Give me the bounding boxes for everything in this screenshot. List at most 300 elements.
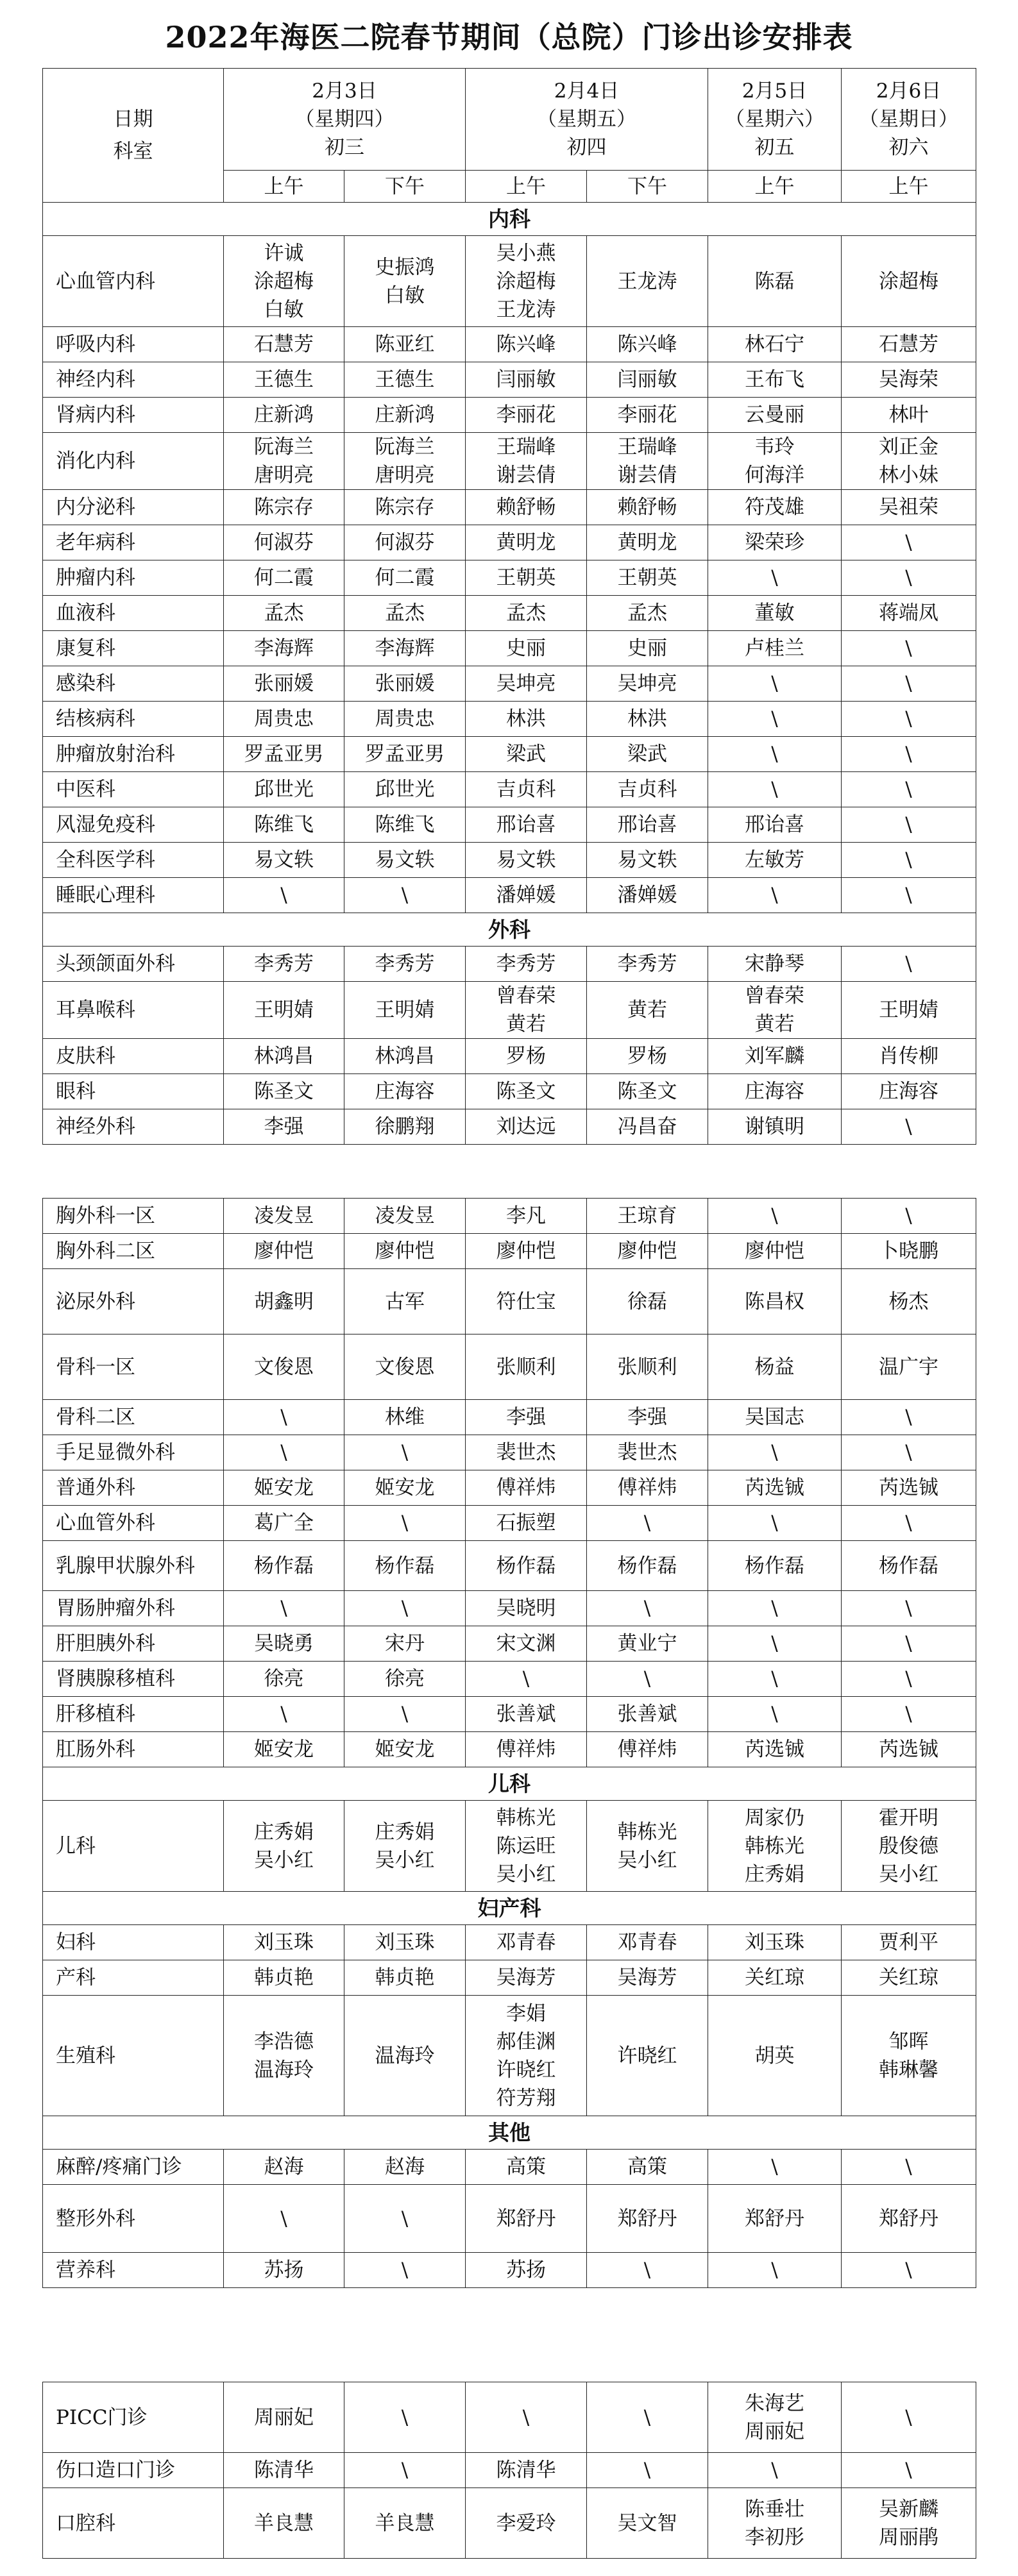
- cell-text: 周贵忠: [254, 707, 314, 730]
- cell-text: 姬安龙: [254, 1476, 314, 1499]
- doctor-cell: [842, 596, 976, 631]
- doctor-cell: [344, 2453, 466, 2488]
- doctor-cell: [842, 1732, 976, 1767]
- cell-text: 潘婵媛: [617, 884, 677, 907]
- cell-text: 殷俊德: [879, 1834, 938, 1858]
- doctor-cell: [344, 2382, 466, 2453]
- doctor-cell: [587, 982, 708, 1039]
- department-cell: [43, 702, 224, 737]
- doctor-cell: [224, 2382, 344, 2453]
- cell-text: 刘军麟: [745, 1045, 804, 1068]
- cell-text: 2月5日: [742, 80, 808, 103]
- cell-text: 关红琼: [745, 1966, 804, 1989]
- doctor-cell: [842, 1234, 976, 1269]
- table-row: [43, 878, 976, 913]
- department-cell: [43, 2453, 224, 2488]
- cell-text: 谢镇明: [745, 1115, 804, 1138]
- doctor-cell: [344, 1541, 466, 1591]
- cell-text: 邢诒喜: [496, 813, 556, 836]
- cell-text: 庄海容: [879, 1080, 938, 1103]
- cell-text: 卜晓鹏: [879, 1240, 938, 1263]
- doctor-cell: [466, 1074, 587, 1109]
- cell-text: PICC门诊: [56, 2405, 148, 2429]
- doctor-cell: [708, 1039, 842, 1074]
- cell-text: 吴晓明: [496, 1597, 556, 1620]
- doctor-cell: [708, 1925, 842, 1960]
- cell-text: \: [771, 2155, 778, 2178]
- doctor-cell: [344, 2150, 466, 2185]
- doctor-cell: [466, 843, 587, 878]
- doctor-cell: [466, 737, 587, 772]
- cell-text: \: [401, 2259, 409, 2282]
- cell-text: \: [643, 2459, 651, 2482]
- cell-text: \: [401, 2459, 409, 2482]
- doctor-cell: [344, 1400, 466, 1435]
- cell-text: 阮海兰: [254, 435, 314, 459]
- doctor-cell: [842, 1626, 976, 1662]
- cell-text: 许晓红: [496, 2058, 556, 2082]
- header-slot-1-1: [224, 171, 344, 203]
- cell-text: 左敏芳: [745, 848, 804, 871]
- cell-text: 初四: [566, 136, 607, 159]
- cell-text: 凌发昱: [375, 1204, 435, 1227]
- cell-text: 何二霞: [254, 566, 314, 589]
- doctor-cell: [344, 666, 466, 702]
- doctor-cell: [224, 947, 344, 982]
- cell-text: \: [905, 2459, 912, 2482]
- doctor-cell: [344, 2185, 466, 2253]
- cell-text: \: [905, 743, 912, 766]
- header-day-3: [708, 69, 842, 171]
- cell-text: 杨作磊: [254, 1554, 314, 1578]
- cell-text: 陈运旺: [496, 1834, 556, 1858]
- doctor-cell: [466, 1199, 587, 1234]
- doctor-cell: [842, 2253, 976, 2288]
- cell-text: 芮选铖: [879, 1738, 938, 1761]
- cell-text: 卢桂兰: [745, 637, 804, 660]
- cell-text: 庄海容: [745, 1080, 804, 1103]
- table-row: [43, 666, 976, 702]
- doctor-cell: [842, 1435, 976, 1470]
- cell-text: 李海辉: [254, 637, 314, 660]
- cell-text: 邓青春: [496, 1931, 556, 1954]
- cell-text: 肖传柳: [879, 1045, 938, 1068]
- doctor-cell: [587, 1039, 708, 1074]
- cell-text: 陈清华: [496, 2459, 556, 2482]
- cell-text: 罗孟亚男: [365, 743, 445, 766]
- doctor-cell: [466, 596, 587, 631]
- doctor-cell: [842, 982, 976, 1039]
- cell-text: \: [401, 1441, 409, 1464]
- doctor-cell: [842, 2382, 976, 2453]
- doctor-cell: [587, 1925, 708, 1960]
- cell-text: \: [771, 1511, 778, 1535]
- doctor-cell: [344, 702, 466, 737]
- cell-text: 谢芸倩: [617, 464, 677, 487]
- cell-text: 吉贞科: [617, 778, 677, 801]
- cell-text: 邢诒喜: [745, 813, 804, 836]
- cell-text: 赖舒畅: [617, 496, 677, 519]
- cell-text: 李丽花: [617, 403, 677, 426]
- cell-text: 阮海兰: [375, 435, 435, 459]
- doctor-cell: [466, 878, 587, 913]
- cell-text: 王德生: [254, 368, 314, 391]
- cell-text: 外科: [488, 916, 530, 942]
- doctor-cell: [224, 1662, 344, 1697]
- cell-text: 文俊恩: [375, 1355, 435, 1379]
- cell-text: \: [905, 2259, 912, 2282]
- section-title: [43, 1767, 976, 1801]
- cell-text: 下午: [385, 174, 425, 198]
- doctor-cell: [466, 2185, 587, 2253]
- cell-text: 易文轶: [496, 848, 556, 871]
- cell-text: 林维: [385, 1406, 425, 1429]
- doctor-cell: [708, 490, 842, 525]
- cell-text: 胸外科二区: [56, 1240, 155, 1263]
- cell-text: 郑舒丹: [745, 2207, 804, 2230]
- cell-text: \: [522, 2405, 530, 2429]
- doctor-cell: [708, 1269, 842, 1334]
- header-slot-4-1: [842, 171, 976, 203]
- cell-text: 许诚: [264, 241, 304, 265]
- table-row: [43, 2453, 976, 2488]
- cell-text: 陈垂壮: [745, 2497, 804, 2521]
- cell-text: 王龙涛: [617, 269, 677, 293]
- cell-text: 温广宇: [879, 1355, 938, 1379]
- cell-text: 产科: [56, 1966, 96, 1989]
- doctor-cell: [708, 2185, 842, 2253]
- doctor-cell: [587, 666, 708, 702]
- cell-text: 上午: [888, 174, 929, 198]
- doctor-cell: [344, 772, 466, 807]
- cell-text: 其他: [488, 2119, 530, 2145]
- cell-text: 林小妹: [879, 464, 938, 487]
- cell-text: 吴小红: [496, 1862, 556, 1886]
- cell-text: 曾春荣: [496, 984, 556, 1007]
- doctor-cell: [842, 1400, 976, 1435]
- cell-text: \: [643, 1667, 651, 1690]
- cell-text: \: [643, 2405, 651, 2429]
- doctor-cell: [587, 2253, 708, 2288]
- cell-text: 普通外科: [56, 1476, 135, 1499]
- doctor-cell: [344, 1234, 466, 1269]
- cell-text: 韩琳馨: [879, 2058, 938, 2082]
- cell-text: \: [771, 1597, 778, 1620]
- department-cell: [43, 490, 224, 525]
- cell-text: 神经内科: [56, 368, 135, 391]
- cell-text: 肛肠外科: [56, 1738, 135, 1761]
- cell-text: 刘玉珠: [254, 1931, 314, 1954]
- cell-text: 罗孟亚男: [244, 743, 324, 766]
- cell-text: 郝佳渊: [496, 2030, 556, 2053]
- cell-text: 梁武: [627, 743, 667, 766]
- doctor-cell: [842, 1925, 976, 1960]
- cell-text: 眼科: [56, 1080, 96, 1103]
- cell-text: 耳鼻喉科: [56, 998, 135, 1022]
- doctor-cell: [587, 1269, 708, 1334]
- doctor-cell: [344, 1960, 466, 1996]
- cell-text: 吴文智: [617, 2511, 677, 2535]
- cell-text: \: [401, 2207, 409, 2230]
- cell-text: 陈圣文: [496, 1080, 556, 1103]
- cell-text: 吴小燕: [496, 241, 556, 265]
- cell-text: 石慧芳: [879, 333, 938, 356]
- cell-text: 朱海艺: [745, 2391, 804, 2415]
- doctor-cell: [708, 1960, 842, 1996]
- doctor-cell: [224, 433, 344, 490]
- cell-text: 芮选铖: [745, 1476, 804, 1499]
- cell-text: 陈兴峰: [617, 333, 677, 356]
- cell-text: \: [771, 778, 778, 801]
- cell-text: 邱世光: [254, 778, 314, 801]
- cell-text: 杨作磊: [375, 1554, 435, 1578]
- doctor-cell: [708, 1334, 842, 1400]
- cell-text: 黄若: [754, 1013, 795, 1036]
- cell-text: 感染科: [56, 672, 115, 695]
- cell-text: 消化内科: [56, 450, 135, 473]
- table-row: [43, 843, 976, 878]
- cell-text: 王朝英: [617, 566, 677, 589]
- doctor-cell: [224, 666, 344, 702]
- table-row: [43, 398, 976, 433]
- doctor-cell: [224, 1199, 344, 1234]
- doctor-cell: [344, 525, 466, 560]
- cell-text: \: [643, 1511, 651, 1535]
- doctor-cell: [587, 2488, 708, 2559]
- cell-text: 文俊恩: [254, 1355, 314, 1379]
- cell-text: 初三: [325, 136, 364, 159]
- cell-text: 伤口造口门诊: [56, 2459, 175, 2482]
- doctor-cell: [708, 1626, 842, 1662]
- doctor-cell: [224, 1269, 344, 1334]
- cell-text: 庄秀娟: [254, 1820, 314, 1844]
- doctor-cell: [224, 362, 344, 398]
- doctor-cell: [224, 1925, 344, 1960]
- doctor-cell: [842, 1662, 976, 1697]
- doctor-cell: [708, 807, 842, 843]
- doctor-cell: [842, 1541, 976, 1591]
- table-row: [43, 702, 976, 737]
- cell-text: 黄明龙: [496, 531, 556, 554]
- doctor-cell: [842, 1039, 976, 1074]
- doctor-cell: [708, 525, 842, 560]
- doctor-cell: [224, 1591, 344, 1626]
- cell-text: 庄秀娟: [375, 1820, 435, 1844]
- cell-text: 宋静琴: [745, 952, 804, 975]
- cell-text: \: [643, 1597, 651, 1620]
- cell-text: 芮选铖: [879, 1476, 938, 1499]
- cell-text: 口腔科: [56, 2511, 115, 2535]
- cell-text: 王明婧: [879, 998, 938, 1022]
- doctor-cell: [224, 560, 344, 596]
- cell-text: 老年病科: [56, 531, 135, 554]
- cell-text: 陈维飞: [375, 813, 435, 836]
- doctor-cell: [224, 982, 344, 1039]
- cell-text: 芮选铖: [745, 1738, 804, 1761]
- cell-text: 徐亮: [264, 1667, 304, 1690]
- cell-text: 李秀芳: [496, 952, 556, 975]
- doctor-cell: [466, 327, 587, 362]
- cell-text: 肿瘤内科: [56, 566, 135, 589]
- doctor-cell: [466, 2253, 587, 2288]
- department-cell: [43, 560, 224, 596]
- department-cell: [43, 1334, 224, 1400]
- doctor-cell: [466, 2488, 587, 2559]
- doctor-cell: [708, 362, 842, 398]
- doctor-cell: [708, 1470, 842, 1506]
- doctor-cell: [587, 398, 708, 433]
- doctor-cell: [466, 1435, 587, 1470]
- cell-text: 陈维飞: [254, 813, 314, 836]
- cell-text: 孟杰: [385, 602, 425, 625]
- cell-text: \: [771, 1703, 778, 1726]
- cell-text: 郑舒丹: [879, 2207, 938, 2230]
- cell-text: 结核病科: [56, 707, 135, 730]
- doctor-cell: [344, 982, 466, 1039]
- cell-text: 杨杰: [888, 1290, 929, 1313]
- department-cell: [43, 1960, 224, 1996]
- doctor-cell: [344, 1801, 466, 1892]
- doctor-cell: [466, 1334, 587, 1400]
- cell-text: 杨作磊: [496, 1554, 556, 1578]
- cell-text: \: [280, 1406, 287, 1429]
- department-cell: [43, 1925, 224, 1960]
- doctor-cell: [466, 982, 587, 1039]
- department-cell: [43, 398, 224, 433]
- doctor-cell: [224, 2150, 344, 2185]
- section-title: [43, 203, 976, 236]
- doctor-cell: [224, 1039, 344, 1074]
- cell-text: 苏扬: [506, 2259, 546, 2282]
- doctor-cell: [224, 2453, 344, 2488]
- doctor-cell: [587, 596, 708, 631]
- cell-text: 吴坤亮: [496, 672, 556, 695]
- table-row: [43, 236, 976, 327]
- department-cell: [43, 631, 224, 666]
- doctor-cell: [466, 490, 587, 525]
- cell-text: 周丽妃: [745, 2420, 804, 2443]
- doctor-cell: [842, 1960, 976, 1996]
- doctor-cell: [344, 490, 466, 525]
- doctor-cell: [344, 1470, 466, 1506]
- department-cell: [43, 2185, 224, 2253]
- doctor-cell: [842, 878, 976, 913]
- doctor-cell: [842, 327, 976, 362]
- department-cell: [43, 362, 224, 398]
- doctor-cell: [466, 1732, 587, 1767]
- doctor-cell: [344, 433, 466, 490]
- doctor-cell: [587, 947, 708, 982]
- cell-text: \: [905, 884, 912, 907]
- cell-text: 李凡: [506, 1204, 546, 1227]
- cell-text: 吴海芳: [617, 1966, 677, 1989]
- department-cell: [43, 1435, 224, 1470]
- cell-text: 谢芸倩: [496, 464, 556, 487]
- department-cell: [43, 327, 224, 362]
- cell-text: 刘达远: [496, 1115, 556, 1138]
- schedule-body-part-2: [43, 1199, 976, 2288]
- cell-text: \: [771, 1632, 778, 1655]
- department-cell: [43, 982, 224, 1039]
- cell-text: 周贵忠: [375, 707, 435, 730]
- cell-text: \: [905, 637, 912, 660]
- doctor-cell: [344, 1506, 466, 1541]
- doctor-cell: [466, 1506, 587, 1541]
- cell-text: 吴祖荣: [879, 496, 938, 519]
- cell-text: 张顺利: [617, 1355, 677, 1379]
- cell-text: \: [771, 2459, 778, 2482]
- cell-text: 赵海: [264, 2155, 304, 2178]
- cell-text: 冯昌奋: [617, 1115, 677, 1138]
- cell-text: 罗杨: [506, 1045, 546, 1068]
- department-cell: [43, 525, 224, 560]
- cell-text: 何海洋: [745, 464, 804, 487]
- table-row: [43, 1334, 976, 1400]
- doctor-cell: [466, 772, 587, 807]
- table-row: [43, 1506, 976, 1541]
- cell-text: 李初彤: [745, 2525, 804, 2549]
- cell-text: 林叶: [888, 403, 929, 426]
- cell-text: \: [280, 1597, 287, 1620]
- cell-text: \: [905, 1511, 912, 1535]
- doctor-cell: [224, 1334, 344, 1400]
- header-slot-2-1: [466, 171, 587, 203]
- doctor-cell: [842, 560, 976, 596]
- doctor-cell: [344, 631, 466, 666]
- table-row: [43, 560, 976, 596]
- cell-text: \: [905, 1667, 912, 1690]
- cell-text: （星期五）: [537, 108, 636, 131]
- cell-text: （星期日）: [859, 108, 958, 131]
- department-cell: [43, 843, 224, 878]
- cell-text: 吴坤亮: [617, 672, 677, 695]
- department-cell: [43, 1626, 224, 1662]
- department-cell: [43, 807, 224, 843]
- doctor-cell: [708, 2453, 842, 2488]
- doctor-cell: [587, 327, 708, 362]
- doctor-cell: [587, 843, 708, 878]
- doctor-cell: [587, 1470, 708, 1506]
- doctor-cell: [587, 702, 708, 737]
- doctor-cell: [466, 947, 587, 982]
- table-row: [43, 1109, 976, 1145]
- schedule-table-part-1: [42, 68, 976, 1145]
- doctor-cell: [708, 1435, 842, 1470]
- table-row: [43, 1697, 976, 1732]
- cell-text: \: [771, 1441, 778, 1464]
- table-row: [43, 1732, 976, 1767]
- cell-text: \: [771, 707, 778, 730]
- section-header-row: [43, 2116, 976, 2150]
- cell-text: 儿科: [488, 1771, 530, 1796]
- doctor-cell: [224, 1541, 344, 1591]
- cell-text: 儿科: [56, 1834, 96, 1858]
- doctor-cell: [344, 596, 466, 631]
- header-slot-1-2: [344, 171, 466, 203]
- section-header-row: [43, 1767, 976, 1801]
- doctor-cell: [842, 947, 976, 982]
- cell-text: 营养科: [56, 2259, 115, 2282]
- cell-text: \: [905, 1115, 912, 1138]
- cell-text: \: [771, 566, 778, 589]
- schedule-table-part-2: [42, 1198, 976, 2288]
- doctor-cell: [708, 1234, 842, 1269]
- cell-text: 孟杰: [506, 602, 546, 625]
- cell-text: 肿瘤放射治科: [56, 743, 175, 766]
- doctor-cell: [344, 1662, 466, 1697]
- doctor-cell: [224, 702, 344, 737]
- cell-text: 全科医学科: [56, 848, 155, 871]
